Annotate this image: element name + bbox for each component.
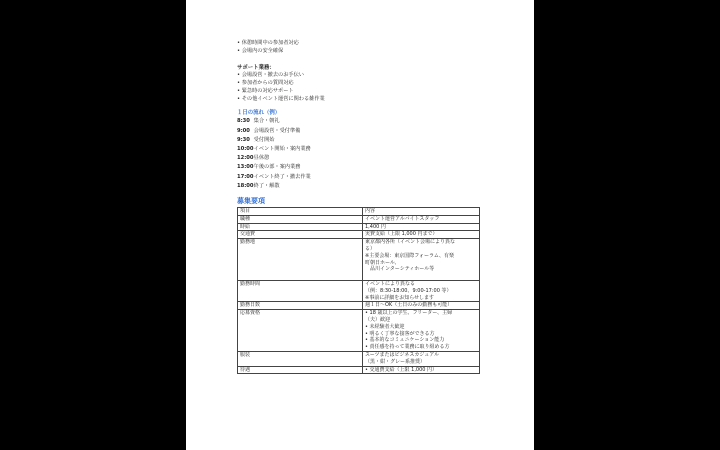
table-cell-value: イベント運営アルバイトスタッフ [363,215,480,223]
flow-text: 昼休憩 [253,155,270,162]
table-cell-key: 職種 [238,215,363,223]
table-row [238,302,480,310]
flow-time: 18:00 [237,182,254,189]
table-cell-value: 実費支給（上限 1,000 円まで） [363,231,480,239]
table-cell-key: 勤務日数 [238,302,363,310]
flow-time: 9:00 [237,127,250,134]
cell-bullet: • 交通費支給（上限 1,000 円） [365,367,477,374]
table-cell-value: 1,400 円 [363,223,480,231]
flow-list [237,117,487,191]
table-cell-key: 服装 [238,352,363,367]
list-item: • その他イベント運営に関わる雑作業 [237,96,487,104]
cell-line: ※事前に詳細をお知らせします [365,294,435,301]
cell-line: スーツまたはビジネスカジュアル [365,352,440,358]
flow-time: 12:00 [237,155,254,162]
flow-time: 13:00 [237,164,254,171]
cell-bullet: • 責任感を持って業務に取り組める方 [365,344,477,351]
flow-text: 午後の部・案内業務 [253,164,301,171]
table-cell-value: 内容 [363,208,480,216]
flow-text: イベント開始・案内業務 [253,146,311,153]
flow-item [237,117,487,126]
flow-text: 受付開始 [253,136,275,143]
table-row [238,223,480,231]
table-cell-key: 待遇 [238,366,363,374]
table-cell-value [363,366,480,374]
flow-heading: １日の流れ（例） [237,110,281,117]
flow-text: 集合・朝礼 [253,118,280,125]
flow-item [237,145,487,154]
support-list [237,72,487,104]
cell-line: る） [365,246,376,253]
cell-line: 町朝日ホール、 [365,259,400,266]
cell-bullet: • 基本的なコミュニケーション能力 [365,337,477,344]
list-item: • 休憩時間中の参加者対応 [237,40,487,48]
cell-bullet: • 未経験者大歓迎 [365,324,477,331]
recruit-table [237,207,480,374]
table-cell-key: 勤務時間 [238,281,363,302]
document-content [237,40,487,374]
cell-bullet: • 18 歳以上の学生、フリーター、主婦 [365,310,477,317]
list-item: • 緊急時の対応サポート [237,88,487,96]
table-cell-key: 時給 [238,223,363,231]
flow-time: 17:00 [237,173,254,180]
flow-text: イベント終了・撤去作業 [253,173,311,180]
flow-time: 8:30 [237,118,250,125]
table-cell-key: 項目 [238,208,363,216]
cell-line: 東京都内各所（イベント会場により異な [365,239,456,246]
table-row [238,215,480,223]
table-cell-value [363,310,480,352]
table-cell-key: 勤務地 [238,239,363,281]
table-cell-value [363,281,480,302]
flow-text: 会場設営・受付準備 [253,127,301,134]
table-cell-value [363,239,480,281]
flow-item [237,163,487,172]
cell-line: （夫）歓迎 [365,317,391,324]
document-page [186,0,534,450]
list-item: • 会場内の安全確保 [237,48,487,56]
table-row [238,231,480,239]
cell-line: （例：8:30-18:00、9:00-17:00 等） [365,287,452,294]
table-cell-value [363,352,480,367]
table-cell-key: 交通費 [238,231,363,239]
table-row [238,366,480,374]
cell-bullet: • 明るく丁寧な接客ができる方 [365,331,477,338]
recruit-heading: 募集要項 [237,197,265,206]
table-row [238,352,480,367]
top-list [237,40,487,56]
table-cell-key: 応募資格 [238,310,363,352]
flow-time: 9:30 [237,136,250,143]
list-item: • 参加者からの質問対応 [237,80,487,88]
table-cell-value: 週１日〜OK（土日のみの勤務も可能） [363,302,480,310]
flow-item [237,173,487,182]
cell-line: （黒・紺・グレー系推奨） [365,358,426,365]
cell-line: イベントにより異なる [365,281,416,288]
support-heading: サポート業務： [237,64,275,71]
flow-item [237,154,487,163]
list-item: • 会場設営・撤去のお手伝い [237,72,487,80]
flow-time: 10:00 [237,146,254,153]
flow-item [237,127,487,136]
cell-line: ※主要会場：東京国際フォーラム、有楽 [365,252,455,259]
flow-text: 終了・解散 [253,182,280,189]
table-row [238,239,480,281]
cell-line: 品川インターシティホール等 [365,266,435,273]
flow-item [237,136,487,145]
table-row [238,310,480,352]
table-row [238,208,480,216]
flow-item [237,182,487,191]
table-row [238,281,480,302]
